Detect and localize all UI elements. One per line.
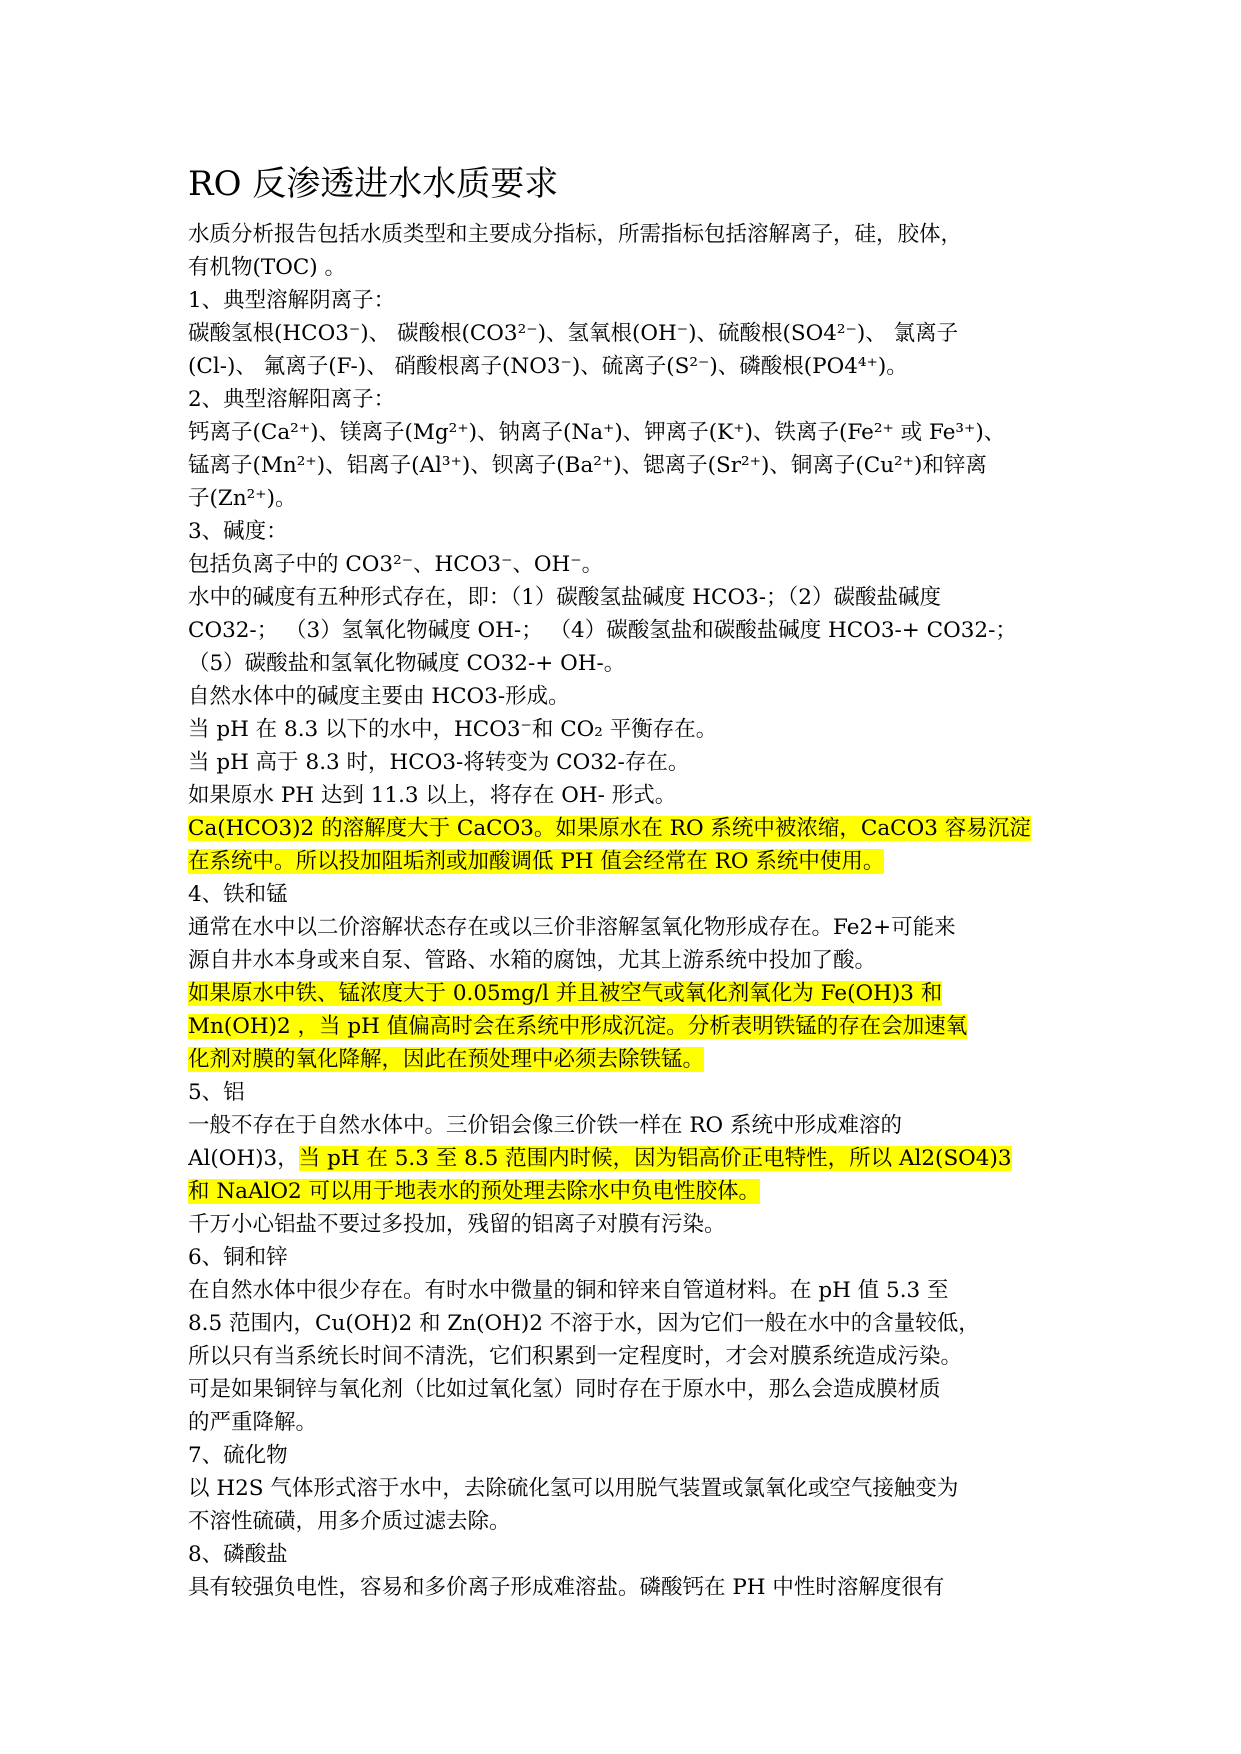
text-line bbox=[188, 1076, 1058, 1109]
text-segment: 源自井水本身或来自泵、管路、水箱的腐蚀，尤其上游系统中投加了酸。 bbox=[188, 948, 877, 973]
text-line bbox=[188, 1571, 1058, 1604]
text-line bbox=[188, 1373, 1058, 1406]
text-line bbox=[188, 581, 1058, 614]
text-line bbox=[188, 911, 1058, 944]
text-line bbox=[188, 1142, 1058, 1175]
text-segment: 8、磷酸盐 bbox=[188, 1542, 288, 1567]
highlighted-text: 化剂对膜的氧化降解，因此在预处理中必须去除铁锰。 bbox=[188, 1047, 705, 1072]
document-lines bbox=[188, 218, 1058, 1604]
text-line bbox=[188, 812, 1058, 845]
text-segment: CO32-； （3）氢氧化物碱度 OH-； （4）碳酸氢盐和碳酸盐碱度 HCO3-+ CO32-； bbox=[188, 618, 1017, 643]
text-segment: 不溶性硫磺，用多介质过滤去除。 bbox=[188, 1509, 511, 1534]
text-line bbox=[188, 713, 1058, 746]
text-line bbox=[188, 1175, 1058, 1208]
text-segment: 子(Zn²⁺)。 bbox=[188, 486, 297, 511]
text-line bbox=[188, 350, 1058, 383]
text-line bbox=[188, 614, 1058, 647]
text-line bbox=[188, 1439, 1058, 1472]
text-line bbox=[188, 1307, 1058, 1340]
text-line bbox=[188, 845, 1058, 878]
text-line bbox=[188, 515, 1058, 548]
text-segment: 锰离子(Mn²⁺)、铝离子(Al³⁺)、钡离子(Ba²⁺)、锶离子(Sr²⁺)、铜离子(Cu²⁺)和锌离 bbox=[188, 453, 987, 478]
text-line bbox=[188, 449, 1058, 482]
text-segment: 所以只有当系统长时间不清洗，它们积累到一定程度时，才会对膜系统造成污染。 bbox=[188, 1344, 963, 1369]
text-line bbox=[188, 1208, 1058, 1241]
text-line bbox=[188, 1406, 1058, 1439]
document-body bbox=[188, 158, 1058, 1604]
text-line bbox=[188, 251, 1058, 284]
text-segment: 5、铝 bbox=[188, 1080, 245, 1105]
document-title: RO 反渗透进水水质要求 bbox=[188, 164, 559, 204]
text-line bbox=[188, 878, 1058, 911]
text-segment: 千万小心铝盐不要过多投加，残留的铝离子对膜有污染。 bbox=[188, 1212, 726, 1237]
text-segment: (Cl-)、 氟离子(F-)、 硝酸根离子(NO3⁻)、硫离子(S²⁻)、磷酸根(PO4⁴⁺)。 bbox=[188, 354, 908, 379]
text-line bbox=[188, 1505, 1058, 1538]
text-segment: （5）碳酸盐和氢氧化物碱度 CO32-+ OH-。 bbox=[188, 651, 626, 676]
text-segment: 具有较强负电性，容易和多价离子形成难溶盐。磷酸钙在 PH 中性时溶解度很有 bbox=[188, 1575, 945, 1600]
text-segment: 如果原水 PH 达到 11.3 以上，将存在 OH- 形式。 bbox=[188, 783, 677, 808]
text-segment: 一般不存在于自然水体中。三价铝会像三价铁一样在 RO 系统中形成难溶的 bbox=[188, 1113, 902, 1138]
text-line bbox=[188, 1043, 1058, 1076]
text-line bbox=[188, 1538, 1058, 1571]
text-segment: 当 pH 在 8.3 以下的水中，HCO3⁻和 CO₂ 平衡存在。 bbox=[188, 717, 718, 742]
text-segment: 有机物(TOC) 。 bbox=[188, 255, 347, 280]
text-segment: Al(OH)3， bbox=[188, 1146, 299, 1171]
text-line bbox=[188, 1472, 1058, 1505]
text-segment: 1、典型溶解阴离子： bbox=[188, 288, 396, 313]
text-line bbox=[188, 746, 1058, 779]
highlighted-text: Ca(HCO3)2 的溶解度大于 CaCO3。如果原水在 RO 系统中被浓缩，CaCO3 容易沉淀 bbox=[188, 816, 1031, 841]
text-line bbox=[188, 218, 1058, 251]
text-line bbox=[188, 416, 1058, 449]
text-segment: 8.5 范围内，Cu(OH)2 和 Zn(OH)2 不溶于水，因为它们一般在水中的含量较低， bbox=[188, 1311, 980, 1336]
text-line bbox=[188, 1241, 1058, 1274]
text-segment: 自然水体中的碱度主要由 HCO3-形成。 bbox=[188, 684, 570, 709]
text-line bbox=[188, 317, 1058, 350]
text-segment: 碳酸氢根(HCO3⁻)、 碳酸根(CO3²⁻)、氢氧根(OH⁻)、硫酸根(SO4²⁻)、 氯离子 bbox=[188, 321, 959, 346]
text-line bbox=[188, 1340, 1058, 1373]
text-line bbox=[188, 944, 1058, 977]
highlighted-text: Mn(OH)2 ，当 pH 值偏高时会在系统中形成沉淀。分析表明铁锰的存在会加速氧 bbox=[188, 1014, 968, 1039]
text-segment: 钙离子(Ca²⁺)、镁离子(Mg²⁺)、钠离子(Na⁺)、钾离子(K⁺)、铁离子(Fe²⁺ 或 Fe³⁺)、 bbox=[188, 420, 1006, 445]
highlighted-text: 和 NaAlO2 可以用于地表水的预处理去除水中负电性胶体。 bbox=[188, 1179, 761, 1204]
text-line bbox=[188, 1109, 1058, 1142]
text-segment: 的严重降解。 bbox=[188, 1410, 318, 1435]
text-segment: 当 pH 高于 8.3 时，HCO3-将转变为 CO32-存在。 bbox=[188, 750, 690, 775]
text-segment: 在自然水体中很少存在。有时水中微量的铜和锌来自管道材料。在 pH 值 5.3 至 bbox=[188, 1278, 949, 1303]
highlighted-text: 如果原水中铁、锰浓度大于 0.05mg/l 并且被空气或氧化剂氧化为 Fe(OH)3 和 bbox=[188, 981, 943, 1006]
text-segment: 包括负离子中的 CO3²⁻、HCO3⁻、OH⁻。 bbox=[188, 552, 604, 577]
text-segment: 3、碱度： bbox=[188, 519, 288, 544]
text-line bbox=[188, 482, 1058, 515]
text-segment: 以 H2S 气体形式溶于水中，去除硫化氢可以用脱气装置或氯氧化或空气接触变为 bbox=[188, 1476, 959, 1501]
text-segment: 6、铜和锌 bbox=[188, 1245, 288, 1270]
text-line bbox=[188, 779, 1058, 812]
text-segment: 7、硫化物 bbox=[188, 1443, 288, 1468]
text-line bbox=[188, 548, 1058, 581]
text-line bbox=[188, 1274, 1058, 1307]
text-line bbox=[188, 680, 1058, 713]
text-segment: 水中的碱度有五种形式存在，即：（1）碳酸氢盐碱度 HCO3-；（2）碳酸盐碱度 bbox=[188, 585, 941, 610]
text-segment: 4、铁和锰 bbox=[188, 882, 288, 907]
text-segment: 水质分析报告包括水质类型和主要成分指标，所需指标包括溶解离子，硅，胶体， bbox=[188, 222, 963, 247]
text-line bbox=[188, 647, 1058, 680]
text-line bbox=[188, 977, 1058, 1010]
text-line bbox=[188, 1010, 1058, 1043]
highlighted-text: 当 pH 在 5.3 至 8.5 范围内时候，因为铝高价正电特性，所以 Al2(SO4)3 bbox=[298, 1146, 1012, 1171]
text-segment: 通常在水中以二价溶解状态存在或以三价非溶解氢氧化物形成存在。Fe2+可能来 bbox=[188, 915, 956, 940]
text-segment: 可是如果铜锌与氧化剂（比如过氧化氢）同时存在于原水中，那么会造成膜材质 bbox=[188, 1377, 941, 1402]
text-line bbox=[188, 284, 1058, 317]
text-line bbox=[188, 383, 1058, 416]
text-segment: 2、典型溶解阳离子： bbox=[188, 387, 396, 412]
highlighted-text: 在系统中。所以投加阻垢剂或加酸调低 PH 值会经常在 RO 系统中使用。 bbox=[188, 849, 885, 874]
